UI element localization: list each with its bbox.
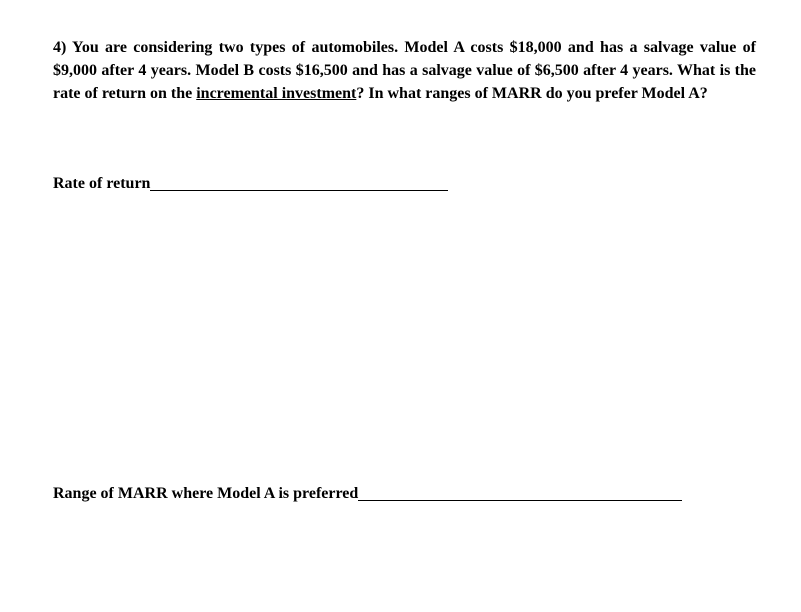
marr-range-answer-row xyxy=(53,484,682,504)
question-text-part2: ? In what ranges of MARR do you prefer Model A? xyxy=(356,85,708,102)
question-underlined-term: incremental investment xyxy=(196,85,357,102)
rate-of-return-label: Rate of return xyxy=(53,175,151,192)
question-text xyxy=(53,36,756,105)
rate-of-return-answer-blank[interactable] xyxy=(150,174,448,191)
rate-of-return-answer-row xyxy=(53,174,448,194)
question-text-part1: 4) You are considering two types of automobiles. Model A costs $18,000 and has a salvage value of $9,000 after 4 years. Model B costs $16,500 and has a salvage value of $6,500 after 4 years. What is the rate of return on the xyxy=(53,39,756,102)
marr-range-answer-blank[interactable] xyxy=(358,484,682,501)
marr-range-label: Range of MARR where Model A is preferred xyxy=(53,485,359,502)
